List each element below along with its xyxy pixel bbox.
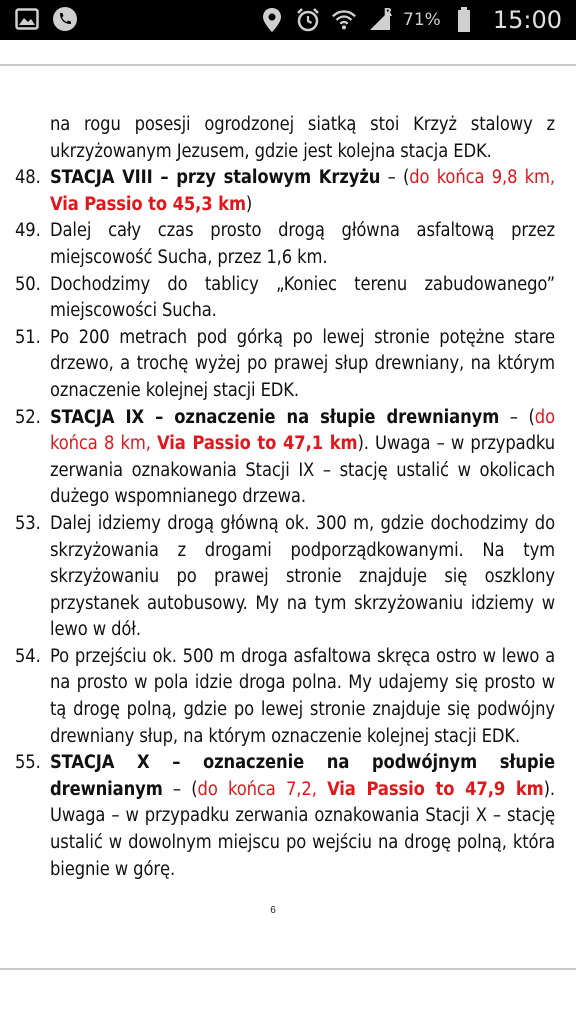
- item-tail: ): [245, 193, 253, 215]
- via-passio-distance: Via Passio to 45,3 km: [50, 193, 246, 215]
- item-number: 49.: [15, 220, 41, 242]
- page-bottom-border: [0, 968, 576, 970]
- item-separator: – (: [162, 778, 198, 800]
- list-item-53: [15, 511, 555, 644]
- document-page: [15, 112, 555, 883]
- station-title: STACJA X – oznaczenie na podwójnym słupie drewnianym: [50, 752, 555, 800]
- wifi-icon: [331, 7, 357, 33]
- page-number: 6: [270, 905, 276, 916]
- item-number: 48.: [15, 167, 41, 189]
- item-text: Dochodzimy do tablicy „Koniec terenu zabudowanego” miejscowości Sucha.: [50, 273, 555, 322]
- item-body: [50, 750, 555, 883]
- item-text: Po przejściu ok. 500 m droga asfaltowa skręca ostro w lewo a na prosto w pola idzie droga polna. My udajemy się prosto w tą drogę polną, gdzie po lewej stronie znajduje się podwójny drewniany słup, na którym oznaczenie kolejnej stacji EDK.: [50, 645, 555, 747]
- item-number: 54.: [15, 645, 41, 667]
- item-number: 50.: [15, 273, 41, 295]
- status-bar-right: [259, 4, 562, 36]
- station-title: STACJA IX – oznaczenie na słupie drewnianym: [50, 406, 500, 428]
- alarm-icon: [295, 7, 321, 33]
- item-number: 53.: [15, 512, 41, 534]
- list-item-51: [15, 325, 555, 405]
- item-tail: ). Uwaga – w przypadku zerwania oznakowania Stacji IX – stację ustalić w okolicach dużego wspomnianego drzewa.: [50, 433, 555, 508]
- item-number: 52.: [15, 406, 41, 428]
- list-item-48: [15, 165, 555, 218]
- distance-remaining: do końca 9,8 km,: [409, 167, 555, 189]
- item-text: Dalej cały czas prosto drogą główna asfaltową przez miejscowość Sucha, przez 1,6 km.: [50, 220, 555, 268]
- distance-remaining: do końca 8 km,: [50, 406, 555, 455]
- location-icon: [259, 7, 285, 33]
- lead-paragraph: na rogu posesji ogrodzonej siatką stoi Krzyż stalowy z ukrzyżowanym Jezusem, gdzie jest kolejna stacja EDK.: [50, 114, 555, 162]
- status-bar-left: [14, 6, 78, 32]
- clock: 15:00: [492, 6, 562, 34]
- signal-icon: [367, 7, 393, 33]
- list-item-49: [15, 218, 555, 271]
- item-number: 55.: [15, 752, 41, 774]
- item-separator: – (: [380, 167, 410, 189]
- list-item-50: [15, 272, 555, 325]
- item-tail: ). Uwaga – w przypadku zerwania oznakowania Stacji X – stację ustalić w dowolnym miejscu po wejściu na drogę polną, która biegnie w górę.: [50, 778, 555, 880]
- status-bar: [0, 0, 576, 40]
- station-title: STACJA VIII – przy stalowym Krzyżu: [50, 167, 381, 189]
- list-item-52: [15, 405, 555, 511]
- via-passio-distance: Via Passio to 47,1 km: [157, 433, 358, 455]
- item-text: Dalej idziemy drogą główną ok. 300 m, gdzie dochodzimy do skrzyżowania z drogami podporządkowanymi. Na tym skrzyżowaniu po prawej stronie znajduje się oszklony przystanek autobusowy. My na tym skrzyżowaniu idziemy w lewo w dół.: [50, 512, 555, 641]
- item-body: [50, 405, 555, 511]
- item-text: Po 200 metrach pod górką po lewej stronie potężne stare drzewo, a trochę wyżej po prawej słup drewniany, na którym oznaczenie kolejnej stacji EDK.: [50, 326, 555, 401]
- item-number: 51.: [15, 326, 41, 348]
- battery-percent: 71%: [403, 10, 441, 30]
- distance-remaining: do końca 7,2,: [197, 778, 328, 800]
- via-passio-distance: Via Passio to 47,9 km: [327, 778, 544, 800]
- list-item-55: [15, 750, 555, 883]
- phone-icon: [52, 6, 78, 32]
- item-body: [50, 165, 555, 218]
- battery-icon: [451, 7, 477, 33]
- list-item-54: [15, 644, 555, 750]
- page-top-border: [0, 64, 576, 66]
- roaming-indicator: R: [383, 5, 393, 19]
- gallery-icon: [14, 6, 40, 32]
- item-separator: – (: [499, 406, 535, 428]
